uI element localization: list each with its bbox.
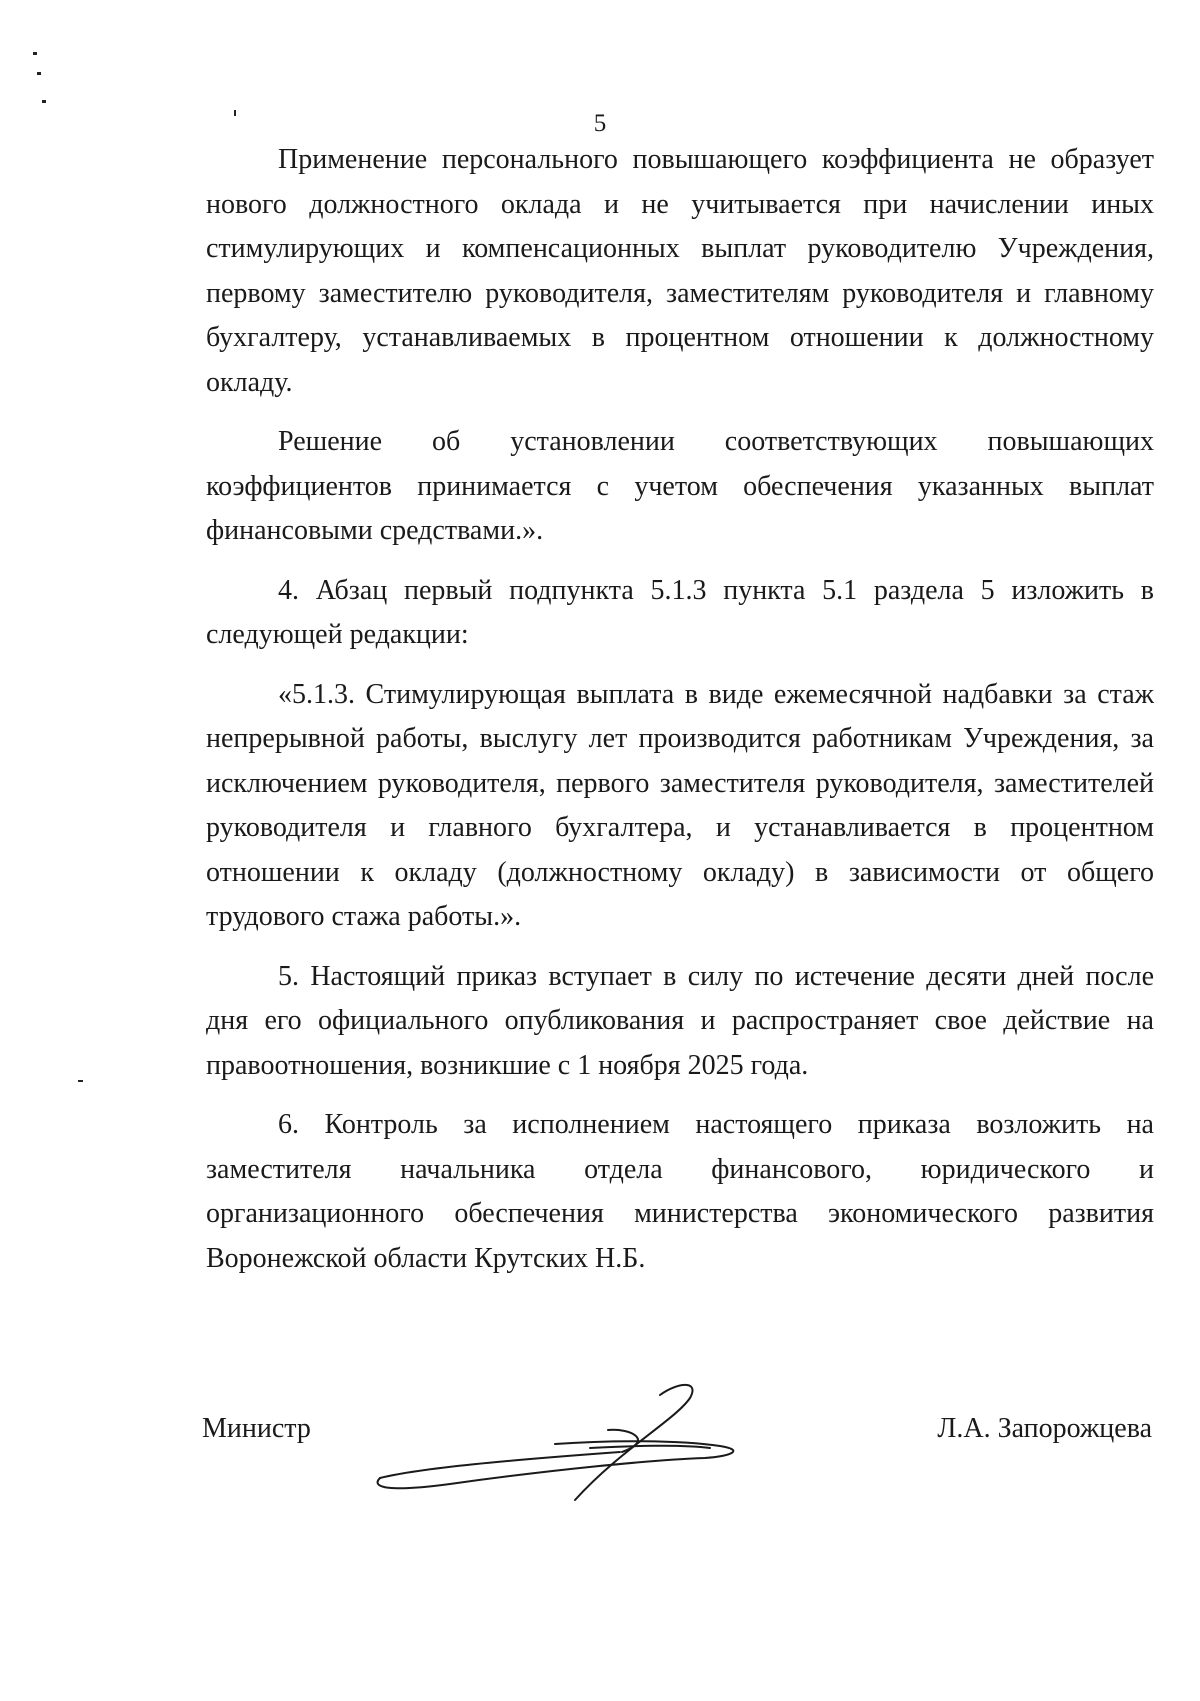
scan-speck [42,100,46,103]
paragraph-coefficient-note: Применение персонального повышающего коэффициента не образует нового должностного оклада и не учитывается при начислении иных стимулирующих и компенсационных выплат руководителю Учреждения, первому заместителю руководителя, заместителям руководителя и главному бухгалтеру, устанавливаемых в процентном отношении к должностному окладу. [206,144,1154,398]
scan-speck [78,1080,83,1082]
signatory-title: Министр [202,1413,311,1444]
page-number: 5 [593,110,607,137]
paragraph-item-5-1-3: «5.1.3. Стимулирующая выплата в виде ежемесячной надбавки за стаж непрерывной работы, выслугу лет производится работникам Учреждения, за исключением руководителя, первого заместителя руководителя, заместителей руководителя и главного бухгалтера, и устанавливается в процентном отношении к окладу (должностному окладу) в зависимости от общего трудового стажа работы.». [206,678,1154,932]
paragraph-item-5: 5. Настоящий приказ вступает в силу по истечение десяти дней после дня его официального опубликования и распространяет свое действие на правоотношения, возникшие с 1 ноября 2025 года. [206,960,1154,1081]
scan-speck [33,52,37,55]
handwritten-signature [360,1360,770,1510]
signature-block [0,1395,1200,1515]
document-body [206,138,1154,1296]
signatory-name: Л.А. Запорожцева [937,1413,1152,1444]
paragraph-item-4: 4. Абзац первый подпункта 5.1.3 пункта 5.1 раздела 5 изложить в следующей редакции: [206,574,1154,650]
scan-speck [37,72,41,75]
paragraph-coefficient-decision: Решение об установлении соответствующих повышающих коэффициентов принимается с учетом обеспечения указанных выплат финансовыми средствами.». [206,426,1154,546]
paragraph-item-6: 6. Контроль за исполнением настоящего приказа возложить на заместителя начальника отдела финансового, юридического и организационного обеспечения министерства экономического развития Воронежской области Крутских Н.Б. [206,1109,1154,1274]
